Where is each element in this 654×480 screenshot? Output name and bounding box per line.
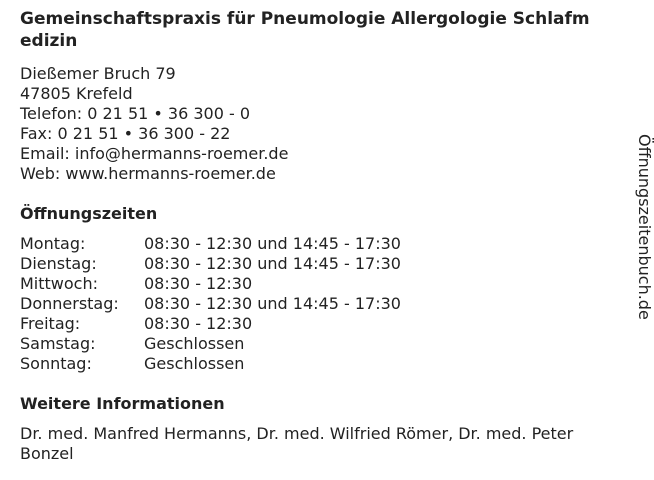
day-label: Sonntag: <box>20 354 92 373</box>
more-info-heading: Weitere Informationen <box>20 394 225 413</box>
email-address: Email: info@hermanns-roemer.de <box>20 144 289 163</box>
day-label: Mittwoch: <box>20 274 98 293</box>
contact-block <box>20 64 288 184</box>
site-watermark: Öffnungszeitenbuch.de <box>635 134 654 320</box>
day-label: Donnerstag: <box>20 294 119 313</box>
opening-hours-table <box>20 234 401 374</box>
hours-row-monday <box>20 234 401 254</box>
address-city: 47805 Krefeld <box>20 84 133 103</box>
time-value: Geschlossen <box>144 334 245 353</box>
hours-row-thursday <box>20 294 401 314</box>
opening-hours-heading: Öffnungszeiten <box>20 204 158 223</box>
time-value: 08:30 - 12:30 <box>144 274 253 293</box>
hours-row-friday <box>20 314 401 334</box>
phone-number: Telefon: 0 21 51 • 36 300 - 0 <box>20 104 251 123</box>
hours-row-tuesday <box>20 254 401 274</box>
time-value: 08:30 - 12:30 und 14:45 - 17:30 <box>144 294 401 313</box>
day-label: Dienstag: <box>20 254 97 273</box>
hours-row-wednesday <box>20 274 401 294</box>
hours-row-saturday <box>20 334 401 354</box>
page-title: Gemeinschaftspraxis für Pneumologie Allergologie Schlafmedizin <box>20 9 590 51</box>
website-address: Web: www.hermanns-roemer.de <box>20 164 276 183</box>
day-label: Samstag: <box>20 334 96 353</box>
address-street: Dießemer Bruch 79 <box>20 64 176 83</box>
time-value: 08:30 - 12:30 und 14:45 - 17:30 <box>144 234 401 253</box>
day-label: Freitag: <box>20 314 81 333</box>
more-info-text: Dr. med. Manfred Hermanns, Dr. med. Wilfried Römer, Dr. med. Peter Bonzel <box>20 424 574 463</box>
fax-number: Fax: 0 21 51 • 36 300 - 22 <box>20 124 231 143</box>
time-value: 08:30 - 12:30 <box>144 314 253 333</box>
time-value: Geschlossen <box>144 354 245 373</box>
time-value: 08:30 - 12:30 und 14:45 - 17:30 <box>144 254 401 273</box>
hours-row-sunday <box>20 354 401 374</box>
day-label: Montag: <box>20 234 86 253</box>
